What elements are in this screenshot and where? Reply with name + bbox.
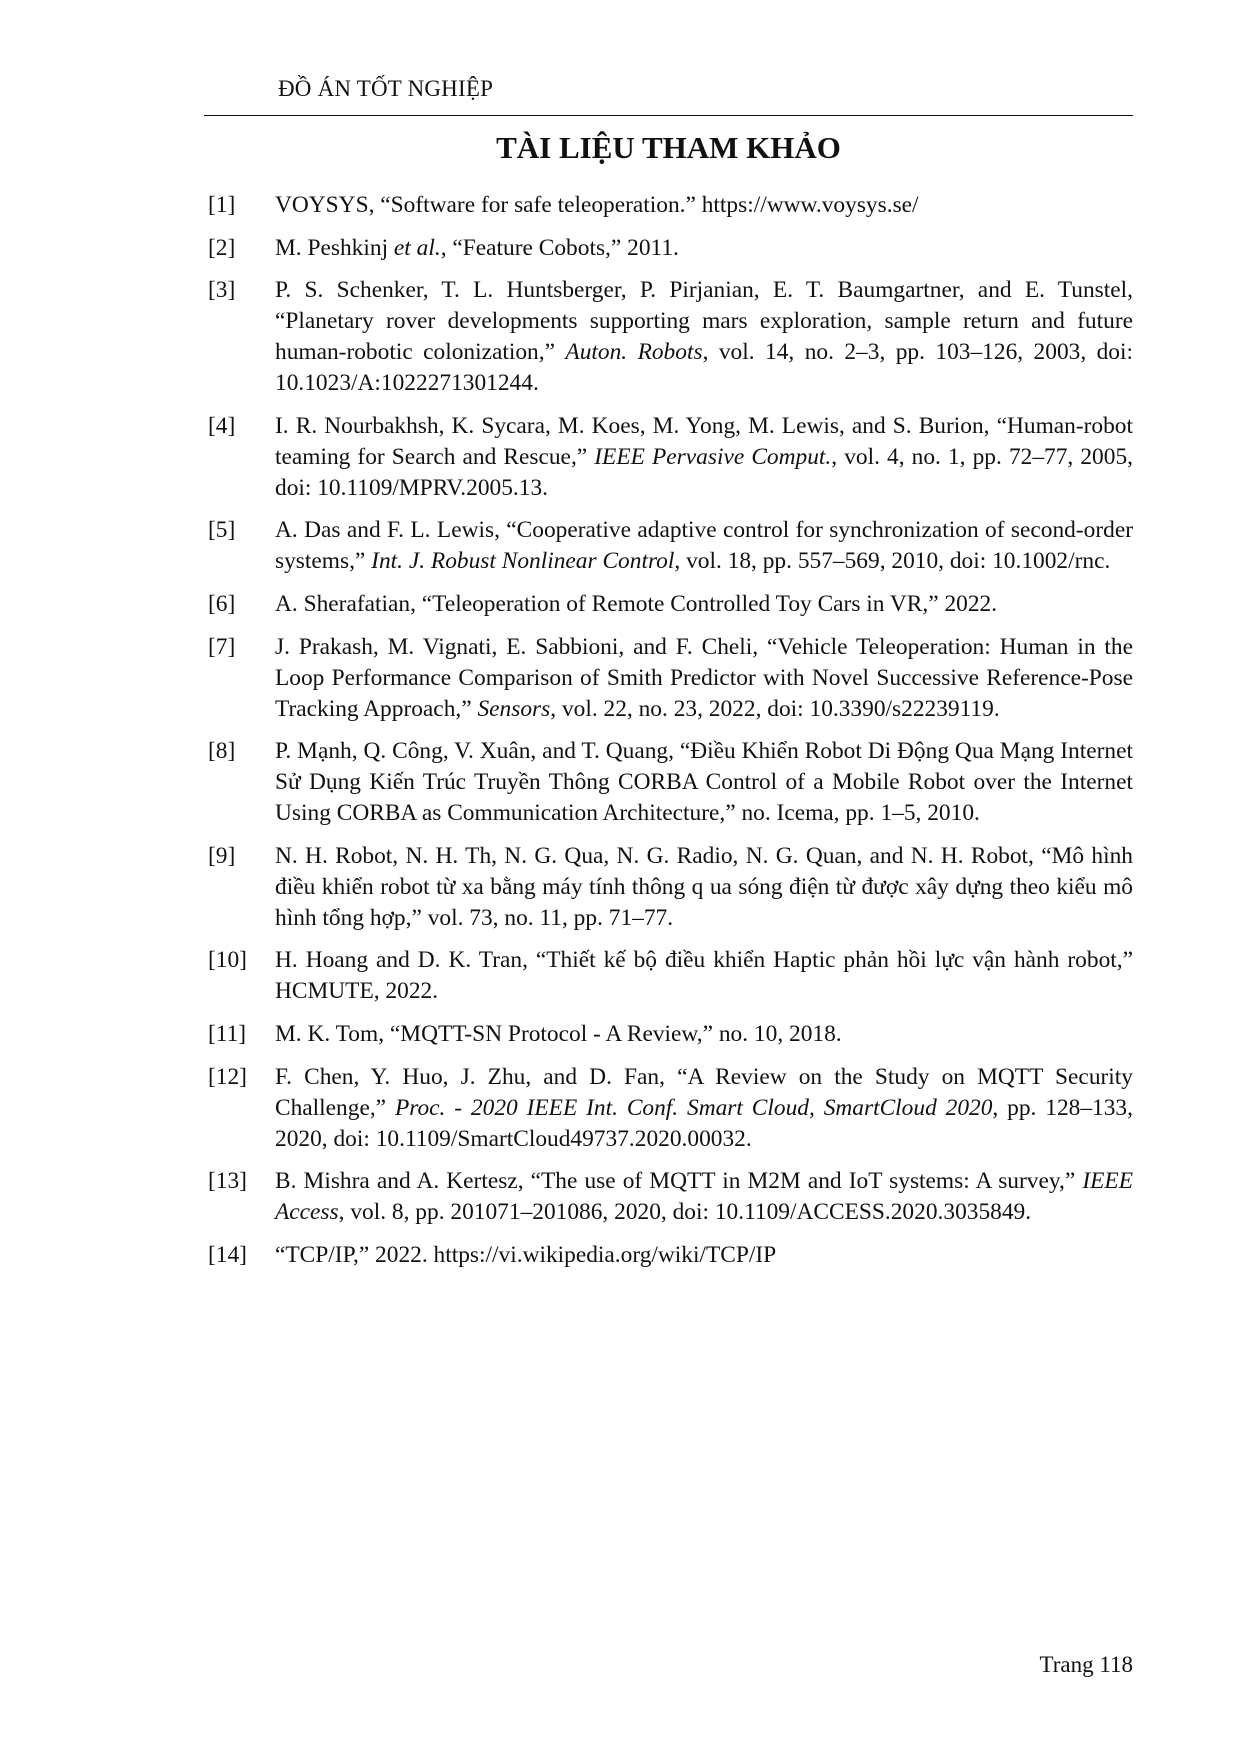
reference-text-segment: M. K. Tom, “MQTT-SN Protocol - A Review,” no. 10, 2018. — [275, 1020, 842, 1047]
reference-text — [275, 275, 1133, 399]
reference-source-italic: IEEE Access — [275, 1168, 1133, 1226]
reference-number: [6] — [208, 590, 236, 617]
reference-item — [204, 1240, 1133, 1271]
reference-text-segment: , vol. 8, pp. 201071–201086, 2020, doi: 10.1109/ACCESS.2020.3035849. — [338, 1199, 1032, 1226]
reference-number: [12] — [208, 1063, 247, 1090]
page-number: Trang 118 — [1039, 1652, 1133, 1677]
reference-number: [5] — [208, 517, 236, 544]
reference-text — [275, 1019, 1133, 1050]
reference-item — [204, 515, 1133, 577]
reference-text-segment: A. Das and F. L. Lewis, “Cooperative adaptive control for synchronization of second-order systems,” — [275, 517, 1133, 575]
reference-number: [2] — [208, 234, 236, 261]
reference-list — [204, 190, 1133, 1282]
reference-text — [275, 589, 1133, 620]
reference-text-segment: , vol. 4, no. 1, pp. 72–77, 2005, doi: 10.1109/MPRV.2005.13. — [275, 443, 1133, 501]
reference-item — [204, 945, 1133, 1007]
reference-source-italic: Auton. Robots — [565, 339, 703, 366]
reference-text — [275, 632, 1133, 725]
reference-item — [204, 1019, 1133, 1050]
reference-number: [1] — [208, 192, 236, 218]
reference-source-italic: Int. J. Robust Nonlinear Control — [371, 548, 675, 575]
reference-source-italic: Sensors — [477, 695, 551, 722]
reference-text-segment: , vol. 18, pp. 557–569, 2010, doi: 10.1002/rnc. — [674, 548, 1111, 575]
reference-text — [275, 841, 1133, 934]
reference-item — [204, 1062, 1133, 1155]
reference-text-segment: P. Mạnh, Q. Công, V. Xuân, and T. Quang, “Điều Khiển Robot Di Động Qua Mạng Internet Sử Dụng Kiến Trúc Truyền Thông CORBA Control of a Mobile Robot over the Internet Using CORBA as Communication Architecture,” no. Icema, pp. 1–5, 2010. — [275, 738, 1133, 827]
reference-number: [3] — [208, 277, 236, 304]
reference-text-segment: M. Peshkinj — [275, 234, 394, 261]
reference-number: [14] — [208, 1241, 247, 1268]
reference-item — [204, 841, 1133, 934]
running-header-title: ĐỒ ÁN TỐT NGHIỆP — [278, 76, 494, 101]
reference-text-segment: VOYSYS, “Software for safe teleoperation.” https://www.voysys.se/ — [275, 192, 919, 218]
reference-number: [13] — [208, 1168, 247, 1195]
reference-item — [204, 233, 1133, 264]
reference-item — [204, 736, 1133, 829]
reference-item — [204, 589, 1133, 620]
reference-text-segment: H. Hoang and D. K. Tran, “Thiết kế bộ điều khiển Haptic phản hồi lực vận hành robot,” HCMUTE, 2022. — [275, 947, 1133, 1005]
reference-text-segment: , vol. 22, no. 23, 2022, doi: 10.3390/s22239119. — [550, 695, 1000, 722]
reference-text-segment: F. Chen, Y. Huo, J. Zhu, and D. Fan, “A Review on the Study on MQTT Security Challenge,” — [275, 1063, 1133, 1121]
reference-text — [275, 515, 1133, 577]
reference-item — [204, 190, 1133, 221]
reference-source-italic: et al. — [393, 234, 441, 261]
reference-item — [204, 275, 1133, 399]
reference-text-segment: , vol. 14, no. 2–3, pp. 103–126, 2003, doi: 10.1023/A:1022271301244. — [275, 339, 1134, 397]
header-divider — [204, 115, 1133, 116]
reference-text-segment: N. H. Robot, N. H. Th, N. G. Qua, N. G. Radio, N. G. Quan, and N. H. Robot, “Mô hình điều khiển robot từ xa bằng máy tính thông q ua sóng điện từ được xây dựng theo kiểu mô hình tổng hợp,” vol. 73, no. 11, pp. 71–77. — [275, 842, 1133, 931]
reference-item — [204, 1166, 1133, 1228]
reference-text — [275, 1166, 1133, 1228]
reference-text — [275, 945, 1133, 1007]
reference-text-segment: B. Mishra and A. Kertesz, “The use of MQTT in M2M and IoT systems: A survey,” — [275, 1168, 1083, 1195]
reference-number: [7] — [208, 633, 236, 660]
reference-text-segment: P. S. Schenker, T. L. Huntsberger, P. Pirjanian, E. T. Baumgartner, and E. Tunstel, “Planetary rover developments supporting mars exploration, sample return and future human-robotic colonization,” — [275, 277, 1133, 366]
reference-text — [275, 233, 1133, 264]
reference-text-segment: A. Sherafatian, “Teleoperation of Remote Controlled Toy Cars in VR,” 2022. — [275, 590, 998, 617]
reference-number: [8] — [208, 738, 236, 765]
reference-text — [275, 1062, 1133, 1155]
reference-item — [204, 632, 1133, 725]
reference-source-italic: IEEE Pervasive Comput. — [594, 443, 832, 470]
page-title: TÀI LIỆU THAM KHẢO — [496, 130, 841, 165]
reference-source-italic: Proc. - 2020 IEEE Int. Conf. Smart Cloud, SmartCloud 2020 — [394, 1094, 993, 1121]
reference-text-segment: J. Prakash, M. Vignati, E. Sabbioni, and F. Cheli, “Vehicle Teleoperation: Human in the Loop Performance Comparison of Smith Predictor with Novel Successive Reference-Pose Tracking Approach,” — [275, 633, 1133, 722]
reference-number: [9] — [208, 842, 236, 869]
reference-text — [275, 190, 1133, 221]
reference-text — [275, 411, 1133, 504]
reference-text-segment: “TCP/IP,” 2022. https://vi.wikipedia.org/wiki/TCP/IP — [275, 1241, 777, 1268]
reference-text-segment: , pp. 128–133, 2020, doi: 10.1109/SmartCloud49737.2020.00032. — [275, 1094, 1133, 1152]
reference-text-segment: , “Feature Cobots,” 2011. — [440, 234, 679, 261]
reference-item — [204, 411, 1133, 504]
reference-text-segment: I. R. Nourbakhsh, K. Sycara, M. Koes, M. Yong, M. Lewis, and S. Burion, “Human-robot teaming for Search and Rescue,” — [275, 412, 1133, 470]
reference-number: [10] — [208, 947, 247, 974]
reference-number: [4] — [208, 412, 236, 439]
reference-number: [11] — [208, 1020, 247, 1047]
reference-text — [275, 1240, 1133, 1271]
reference-text — [275, 736, 1133, 829]
